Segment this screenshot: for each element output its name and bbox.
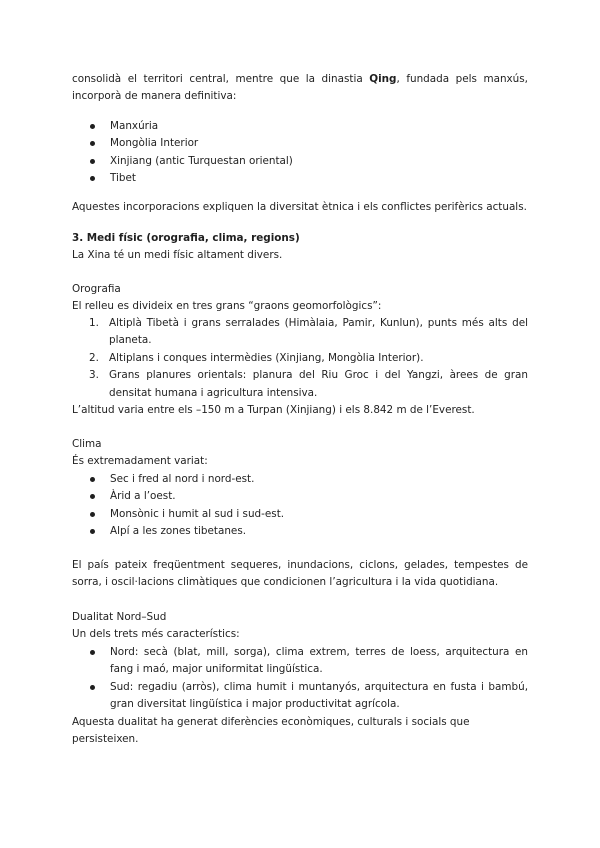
list-item: [72, 350, 528, 367]
list-item: Monsònic i humit al sud i sud-est.: [72, 506, 528, 523]
item-number: 1.: [89, 317, 99, 329]
section-intro: La Xina té un medi físic altament divers.: [72, 249, 283, 261]
orografia-title: Orografia: [72, 283, 121, 295]
list-item: Nord: secà (blat, mill, sorga), clima extrem, terres de loess, arquitectura en fang i maó, major uniformitat lingüística.: [72, 644, 528, 679]
dualitat-intro: Un dels trets més característics:: [72, 628, 240, 640]
dualitat-list: [72, 644, 528, 714]
item-text: Grans planures orientals: planura del Riu Groc i del Yangzi, àrees de gran densitat humana i agricultura intensiva.: [109, 369, 528, 399]
list-item: Mongòlia Interior: [72, 135, 528, 152]
orografia-steps: [72, 315, 528, 402]
item-text: Altiplans i conques intermèdies (Xinjiang, Mongòlia Interior).: [109, 351, 424, 364]
item-number: 3.: [89, 369, 99, 382]
list-item: [72, 367, 528, 402]
list-item: Sud: regadiu (arròs), clima humit i muntanyós, arquitectura en fusta i bambú, gran diversitat lingüística i major productivitat agrícola.: [72, 679, 528, 714]
qing-term: Qing: [369, 73, 397, 85]
intro-text-start: consolidà el territori central, mentre que la dinastia: [72, 73, 370, 85]
clima-list: [72, 471, 528, 541]
dualitat-conclusion: Aquesta dualitat ha generat diferències econòmiques, culturals i socials que persisteixen.: [72, 716, 470, 746]
list-item: Alpí a les zones tibetanes.: [72, 523, 528, 540]
list-item: [72, 315, 528, 350]
territories-list: [72, 118, 528, 188]
altitude-note: L’altitud varia entre els –150 m a Turpan (Xinjiang) i els 8.842 m de l’Everest.: [72, 404, 475, 416]
list-item: Àrid a l’oest.: [72, 488, 528, 505]
list-item: Xinjiang (antic Turquestan oriental): [72, 153, 528, 170]
list-item: Sec i fred al nord i nord-est.: [72, 471, 528, 488]
item-text: Altiplà Tibetà i grans serralades (Himàlaia, Pamir, Kunlun), punts més alts del planeta.: [109, 317, 528, 347]
intro-text-end: , fundada pels manxús, incorporà de manera definitiva:: [72, 73, 528, 103]
clima-title: Clima: [72, 438, 102, 450]
section-heading: 3. Medi físic (orografia, clima, regions): [72, 232, 300, 244]
item-number: 2.: [89, 351, 99, 364]
intro-paragraph: [72, 71, 528, 106]
list-item: Tibet: [72, 170, 528, 187]
orografia-intro: El relleu es divideix en tres grans “graons geomorfològics”:: [72, 300, 382, 312]
clima-intro: És extremadament variat:: [72, 455, 208, 467]
clima-note: El país pateix freqüentment sequeres, inundacions, ciclons, gelades, tempestes de sorra, i oscil·lacions climàtiques que condicionen l’agricultura i la vida quotidiana.: [72, 559, 528, 589]
dualitat-title: Dualitat Nord–Sud: [72, 611, 167, 623]
territories-note: Aquestes incorporacions expliquen la diversitat ètnica i els conflictes perifèrics actuals.: [72, 201, 527, 213]
list-item: Manxúria: [72, 118, 528, 135]
